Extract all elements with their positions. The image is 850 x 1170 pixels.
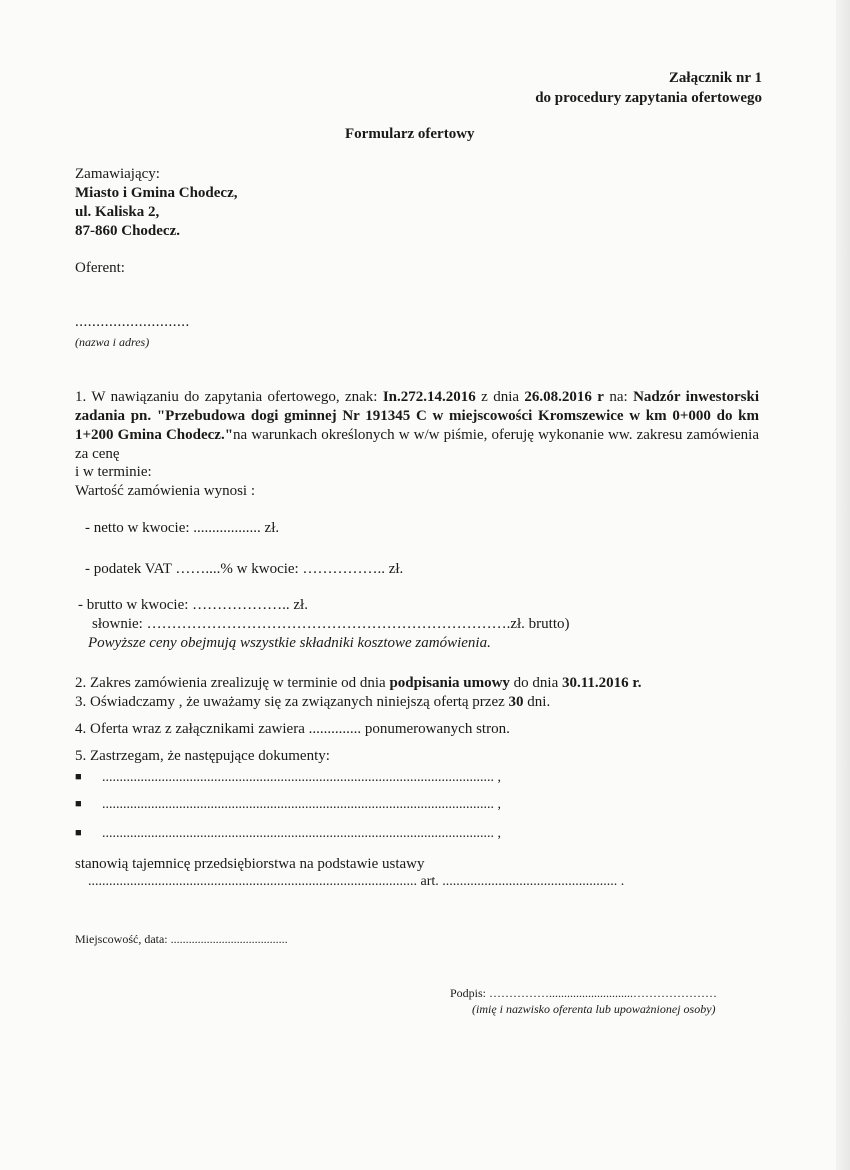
section-3: 3. Oświadczamy , że uważamy się za związanych niniejszą ofertą przez 30 dni.	[75, 694, 551, 710]
bullet-icon: ■	[75, 771, 82, 783]
page-edge-shadow	[836, 0, 850, 1170]
zamawiajacy-street: ul. Kaliska 2,	[75, 204, 160, 220]
oferent-label: Oferent:	[75, 260, 125, 276]
header-attachment: Załącznik nr 1	[668, 70, 762, 86]
document-title: Formularz ofertowy	[345, 126, 475, 142]
oferent-field[interactable]: ...........................	[75, 314, 190, 330]
brutto-field[interactable]: - brutto w kwocie: ……………….. zł.	[78, 597, 308, 613]
price-note: Powyższe ceny obejmują wszystkie składniki kosztowe zamówienia.	[88, 635, 491, 651]
reserved-document-field-2[interactable]: ................................................................................................................ ,	[102, 797, 501, 812]
section-1-term: i w terminie:	[75, 464, 152, 480]
place-date-field[interactable]: Miejscowość, data: .......................................	[75, 932, 288, 946]
oferent-hint: (nazwa i adres)	[75, 335, 150, 349]
signature-hint: (imię i nazwisko oferenta lub upoważnionej osoby)	[472, 1002, 716, 1016]
statute-article-field[interactable]: .............................................................................................. art. .................................................. .	[88, 874, 625, 889]
section-1-value-label: Wartość zamówienia wynosi :	[75, 483, 255, 499]
trade-secret-text: stanowią tajemnicę przedsiębiorstwa na podstawie ustawy	[75, 856, 425, 872]
header-procedure: do procedury zapytania ofertowego	[535, 90, 762, 106]
section-4: 4. Oferta wraz z załącznikami zawiera .............. ponumerowanych stron.	[75, 721, 510, 737]
zamawiajacy-name: Miasto i Gmina Chodecz,	[75, 185, 238, 201]
bullet-icon: ■	[75, 798, 82, 810]
bullet-icon: ■	[75, 827, 82, 839]
zamawiajacy-label: Zamawiający:	[75, 166, 160, 182]
reserved-document-field-1[interactable]: ................................................................................................................ ,	[102, 770, 501, 785]
vat-field[interactable]: - podatek VAT ……....% w kwocie: …………….. zł.	[85, 561, 404, 577]
reserved-document-field-3[interactable]: ................................................................................................................ ,	[102, 826, 501, 841]
section-5-label: 5. Zastrzegam, że następujące dokumenty:	[75, 748, 330, 764]
zamawiajacy-city: 87-860 Chodecz.	[75, 223, 180, 239]
netto-field[interactable]: - netto w kwocie: .................. zł.	[85, 520, 280, 536]
section-2: 2. Zakres zamówienia zrealizuję w terminie od dnia podpisania umowy do dnia 30.11.2016 r.	[75, 675, 642, 691]
section-1-paragraph: 1. W nawiązaniu do zapytania ofertowego, znak: In.272.14.2016 z dnia 26.08.2016 r na: Nadzór inwestorski zadania pn. "Przebudowa dogi gminnej Nr 191345 C w miejscowości Kromszewice w km 0+000 do km 1+200 Gmina Chodecz."na warunkach określonych w w/w piśmie, oferuję wykonanie ww. zakresu zamówienia za cenę	[75, 389, 760, 462]
slownie-field[interactable]: słownie: ……………………………………………………………….zł. brutto)	[92, 616, 570, 632]
signature-field[interactable]: Podpis: ……………............................…………………	[450, 986, 718, 1000]
